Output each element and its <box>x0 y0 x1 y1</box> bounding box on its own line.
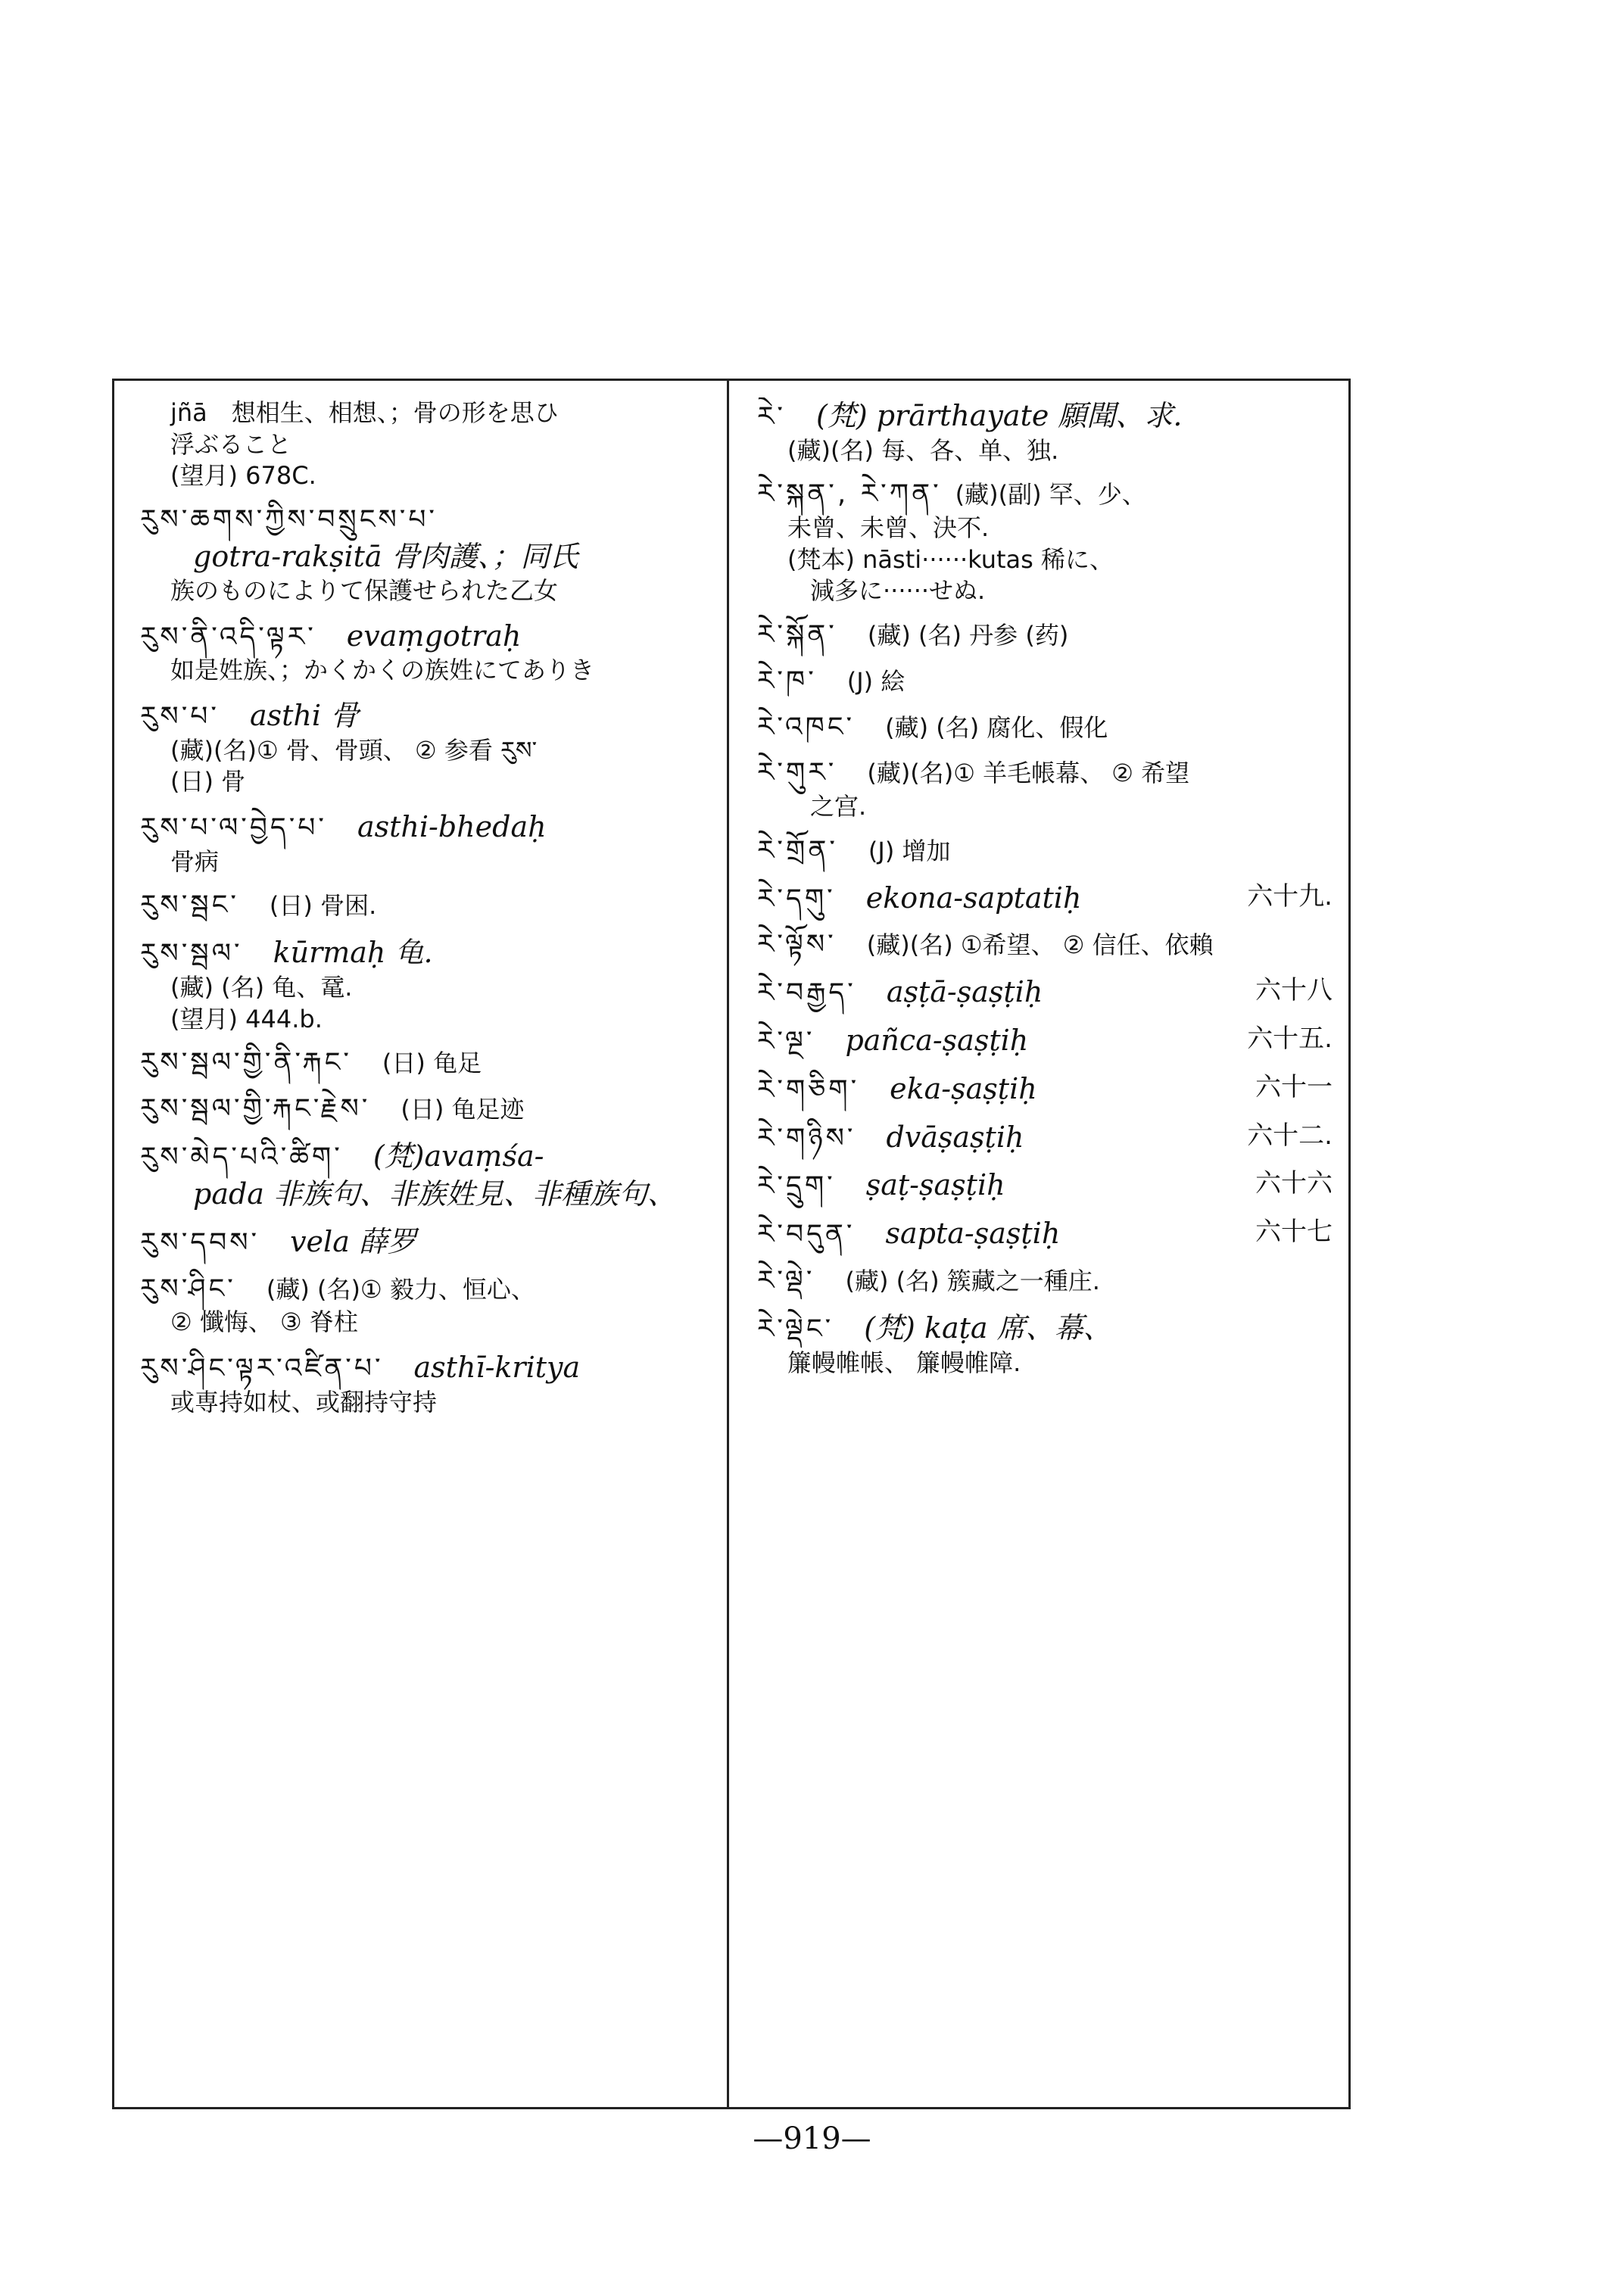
entry <box>140 697 715 798</box>
number-gloss: 六十五. <box>1247 1023 1333 1054</box>
entry-line: 骨病 <box>170 846 220 876</box>
number-gloss: 六十七 <box>1255 1217 1333 1248</box>
entry-gloss: (J) 增加 <box>868 836 951 865</box>
sanskrit-term: pañca-ṣaṣṭiḥ <box>845 1023 1029 1057</box>
tibetan-headword: རུས་དབས་ <box>140 1226 260 1258</box>
entry <box>757 1215 1340 1253</box>
entry <box>757 880 1340 918</box>
entry-gloss: (藏) (名) 丹参 (药) <box>867 620 1069 650</box>
entry-line: 未曾、未曾、決不. <box>787 513 990 543</box>
number-gloss: 六十八 <box>1255 975 1333 1006</box>
entry <box>757 1022 1340 1060</box>
entry <box>757 618 1340 653</box>
sanskrit-term: ṣaṭ-ṣaṣṭiḥ <box>865 1168 1005 1202</box>
sanskrit-term: aṣṭā-ṣaṣṭiḥ <box>886 975 1043 1009</box>
tibetan-headword: རུས་ཤིང་ <box>140 1273 236 1304</box>
tibetan-headword: རེ་སྐན་, རེ་ཀན་ <box>757 478 942 510</box>
tibetan-headword: རུས་པ་ལ་བྱེད་པ་ <box>140 812 327 843</box>
sanskrit-term: kūrmaḥ 龟. <box>273 936 433 970</box>
entry-jna <box>140 397 715 492</box>
entry <box>757 1264 1340 1299</box>
sanskrit-term: (梵) prārthayate 願聞、求. <box>816 399 1183 432</box>
tibetan-headword: རུས་པ་ <box>140 700 220 732</box>
sanskrit-term: vela 薛罗 <box>290 1224 416 1258</box>
entry-gloss: (藏) (名) 簇藏之一種庄. <box>845 1266 1100 1295</box>
entry-gloss: (藏) (名) 腐化、假化 <box>885 712 1108 742</box>
tibetan-headword: རེ་བདུན་ <box>757 1219 856 1251</box>
sanskrit-term: (梵) kaṭa 席、幕、 <box>864 1311 1112 1345</box>
entry-gloss: (日) 龟足 <box>382 1049 482 1078</box>
entry-gloss: (藏)(副) 罕、少、 <box>955 480 1146 510</box>
entry <box>757 927 1340 963</box>
entry <box>757 974 1340 1011</box>
entry-line: gotra-rakṣitā 骨肉護、；同氏 <box>193 539 578 573</box>
tibetan-headword: རེ་གྲོན་ <box>757 834 838 866</box>
entry-gloss: (日) 龟足迹 <box>401 1094 525 1124</box>
tibetan-headword: རུས་ནི་འདི་ལྟར་ <box>140 621 316 653</box>
entry <box>757 664 1340 700</box>
entry-line: (藏) (名) 龟、鼋. <box>170 972 353 1002</box>
entry <box>757 834 1340 869</box>
entry-gloss: (J) 絵 <box>846 666 906 696</box>
entry-line: 或専持如杖、或翻持守持 <box>170 1387 438 1417</box>
entry-line: ② 懺悔、 ③ 脊柱 <box>170 1308 358 1337</box>
tibetan-headword: རུས་སྦལ་ <box>140 938 243 970</box>
entry-line: 之宫. <box>810 792 867 821</box>
tibetan-headword: རུས་སྦལ་གྱི་ནི་རྐང་ <box>140 1047 352 1079</box>
entry <box>140 1046 715 1081</box>
sanskrit-term: ekona-saptatiḥ <box>865 881 1082 915</box>
tibetan-headword: རེ་ལྔ་ <box>757 1025 815 1057</box>
tibetan-headword: རེ་དགུ་ <box>757 883 836 915</box>
column-divider <box>727 379 729 2109</box>
tibetan-headword: རུས་སྦལ་གྱི་རྐང་རྗེས་ <box>140 1092 371 1124</box>
entry <box>757 1119 1340 1157</box>
tibetan-headword: རུས་ཤིང་ལྟར་འཛིན་པ་ <box>140 1353 384 1385</box>
sanskrit-term: (梵)avaṃśa- <box>372 1139 544 1173</box>
tibetan-headword: རེ་གུར་ <box>757 757 837 789</box>
tibetan-headword: རེ་ལྡེང་ <box>757 1313 834 1345</box>
entry-gloss: (藏)(名) ①希望、 ② 信任、依賴 <box>866 930 1214 960</box>
tibetan-headword: རེ་ལྡེ་ <box>757 1264 815 1296</box>
right-column <box>757 397 1340 2096</box>
entry <box>757 756 1340 822</box>
sanskrit-term: asthi-bhedaḥ <box>357 809 547 843</box>
number-gloss: 六十六 <box>1255 1168 1333 1199</box>
sanskrit-term: evaṃgotraḥ <box>346 619 522 653</box>
entry-line: pada 非族句、非族姓見、非種族句、 <box>193 1177 677 1211</box>
number-gloss: 六十二. <box>1247 1120 1333 1151</box>
tibetan-headword: རེ་ལྟོས་ <box>757 929 837 961</box>
number-gloss: 六十九. <box>1247 881 1333 912</box>
entry-gloss: (藏)(名)① 羊毛帳幕、 ② 希望 <box>867 759 1190 788</box>
entry <box>140 503 715 607</box>
entry <box>140 1349 715 1418</box>
sanskrit-term: sapta-ṣaṣṭiḥ <box>885 1217 1061 1251</box>
entry-line: (望月) 444.b. <box>170 1004 323 1033</box>
entry <box>140 618 715 687</box>
entry-line: jñā 想相生、相想、；骨の形を思ひ <box>170 398 559 427</box>
page-number: —919— <box>753 2121 871 2156</box>
tibetan-headword: རེ་ <box>757 401 786 432</box>
entry-line: 簾幔帷帳、 簾幔帷障. <box>787 1348 1021 1377</box>
tibetan-headword: རུས་སྦང་ <box>140 890 239 921</box>
tibetan-headword: རེ་དྲུག་ <box>757 1170 836 1202</box>
entry <box>140 888 715 924</box>
entry-line: (梵本) nāsti······kutas 稀に、 <box>787 544 1114 574</box>
entry-line: (日) 骨 <box>170 767 246 796</box>
entry-line: 減多に······せぬ. <box>810 576 986 606</box>
entry-line: 浮ぶること <box>170 429 292 459</box>
tibetan-headword: རེ་སྐོན་ <box>757 619 837 650</box>
entry-gloss: (日) 骨困. <box>269 891 377 921</box>
tibetan-headword: རུས་ཆགས་ཀྱིས་བསྲུངས་པ་ <box>140 503 438 535</box>
entry <box>757 397 1340 466</box>
entry <box>757 1071 1340 1108</box>
entry <box>757 1167 1340 1205</box>
tibetan-headword: རེ་གཅིག་ <box>757 1074 860 1105</box>
number-gloss: 六十一 <box>1255 1071 1333 1102</box>
sanskrit-term: asthi 骨 <box>249 698 360 732</box>
entry <box>757 1310 1340 1379</box>
tibetan-headword: རེ་འཁང་ <box>757 711 856 743</box>
entry-line: (望月) 678C. <box>170 461 316 491</box>
entry <box>140 1272 715 1339</box>
entry-gloss: (藏) (名)① 毅力、恒心、 <box>266 1274 535 1304</box>
tibetan-headword: རུས་མེད་པའི་ཚིག་ <box>140 1141 343 1173</box>
entry-line: 如是姓族、；かくかくの族姓にてありき <box>170 656 595 685</box>
entry <box>757 710 1340 746</box>
tibetan-headword: རེ་གཉིས་ <box>757 1122 856 1154</box>
tibetan-headword: རེ་བརྒྱད་ <box>757 977 856 1009</box>
entry-line: 族のものによりて保護せられた乙女 <box>170 575 559 605</box>
entry <box>140 934 715 1035</box>
entry-line: (藏)(名)① 骨、骨頭、 ② 参看 རུས་ <box>170 735 538 765</box>
sanskrit-term: dvāṣaṣṭiḥ <box>886 1120 1024 1154</box>
entry-line: (藏)(名) 每、各、单、独. <box>787 435 1059 465</box>
entry <box>757 477 1340 607</box>
sanskrit-term: asthī-kritya <box>413 1351 581 1385</box>
tibetan-headword: རེ་ཁ་ <box>757 665 817 697</box>
sanskrit-term: eka-ṣaṣṭiḥ <box>890 1071 1037 1105</box>
entry <box>140 1092 715 1127</box>
entry <box>140 809 715 877</box>
entry <box>140 1138 715 1213</box>
left-column <box>140 397 715 2096</box>
entry <box>140 1223 715 1261</box>
